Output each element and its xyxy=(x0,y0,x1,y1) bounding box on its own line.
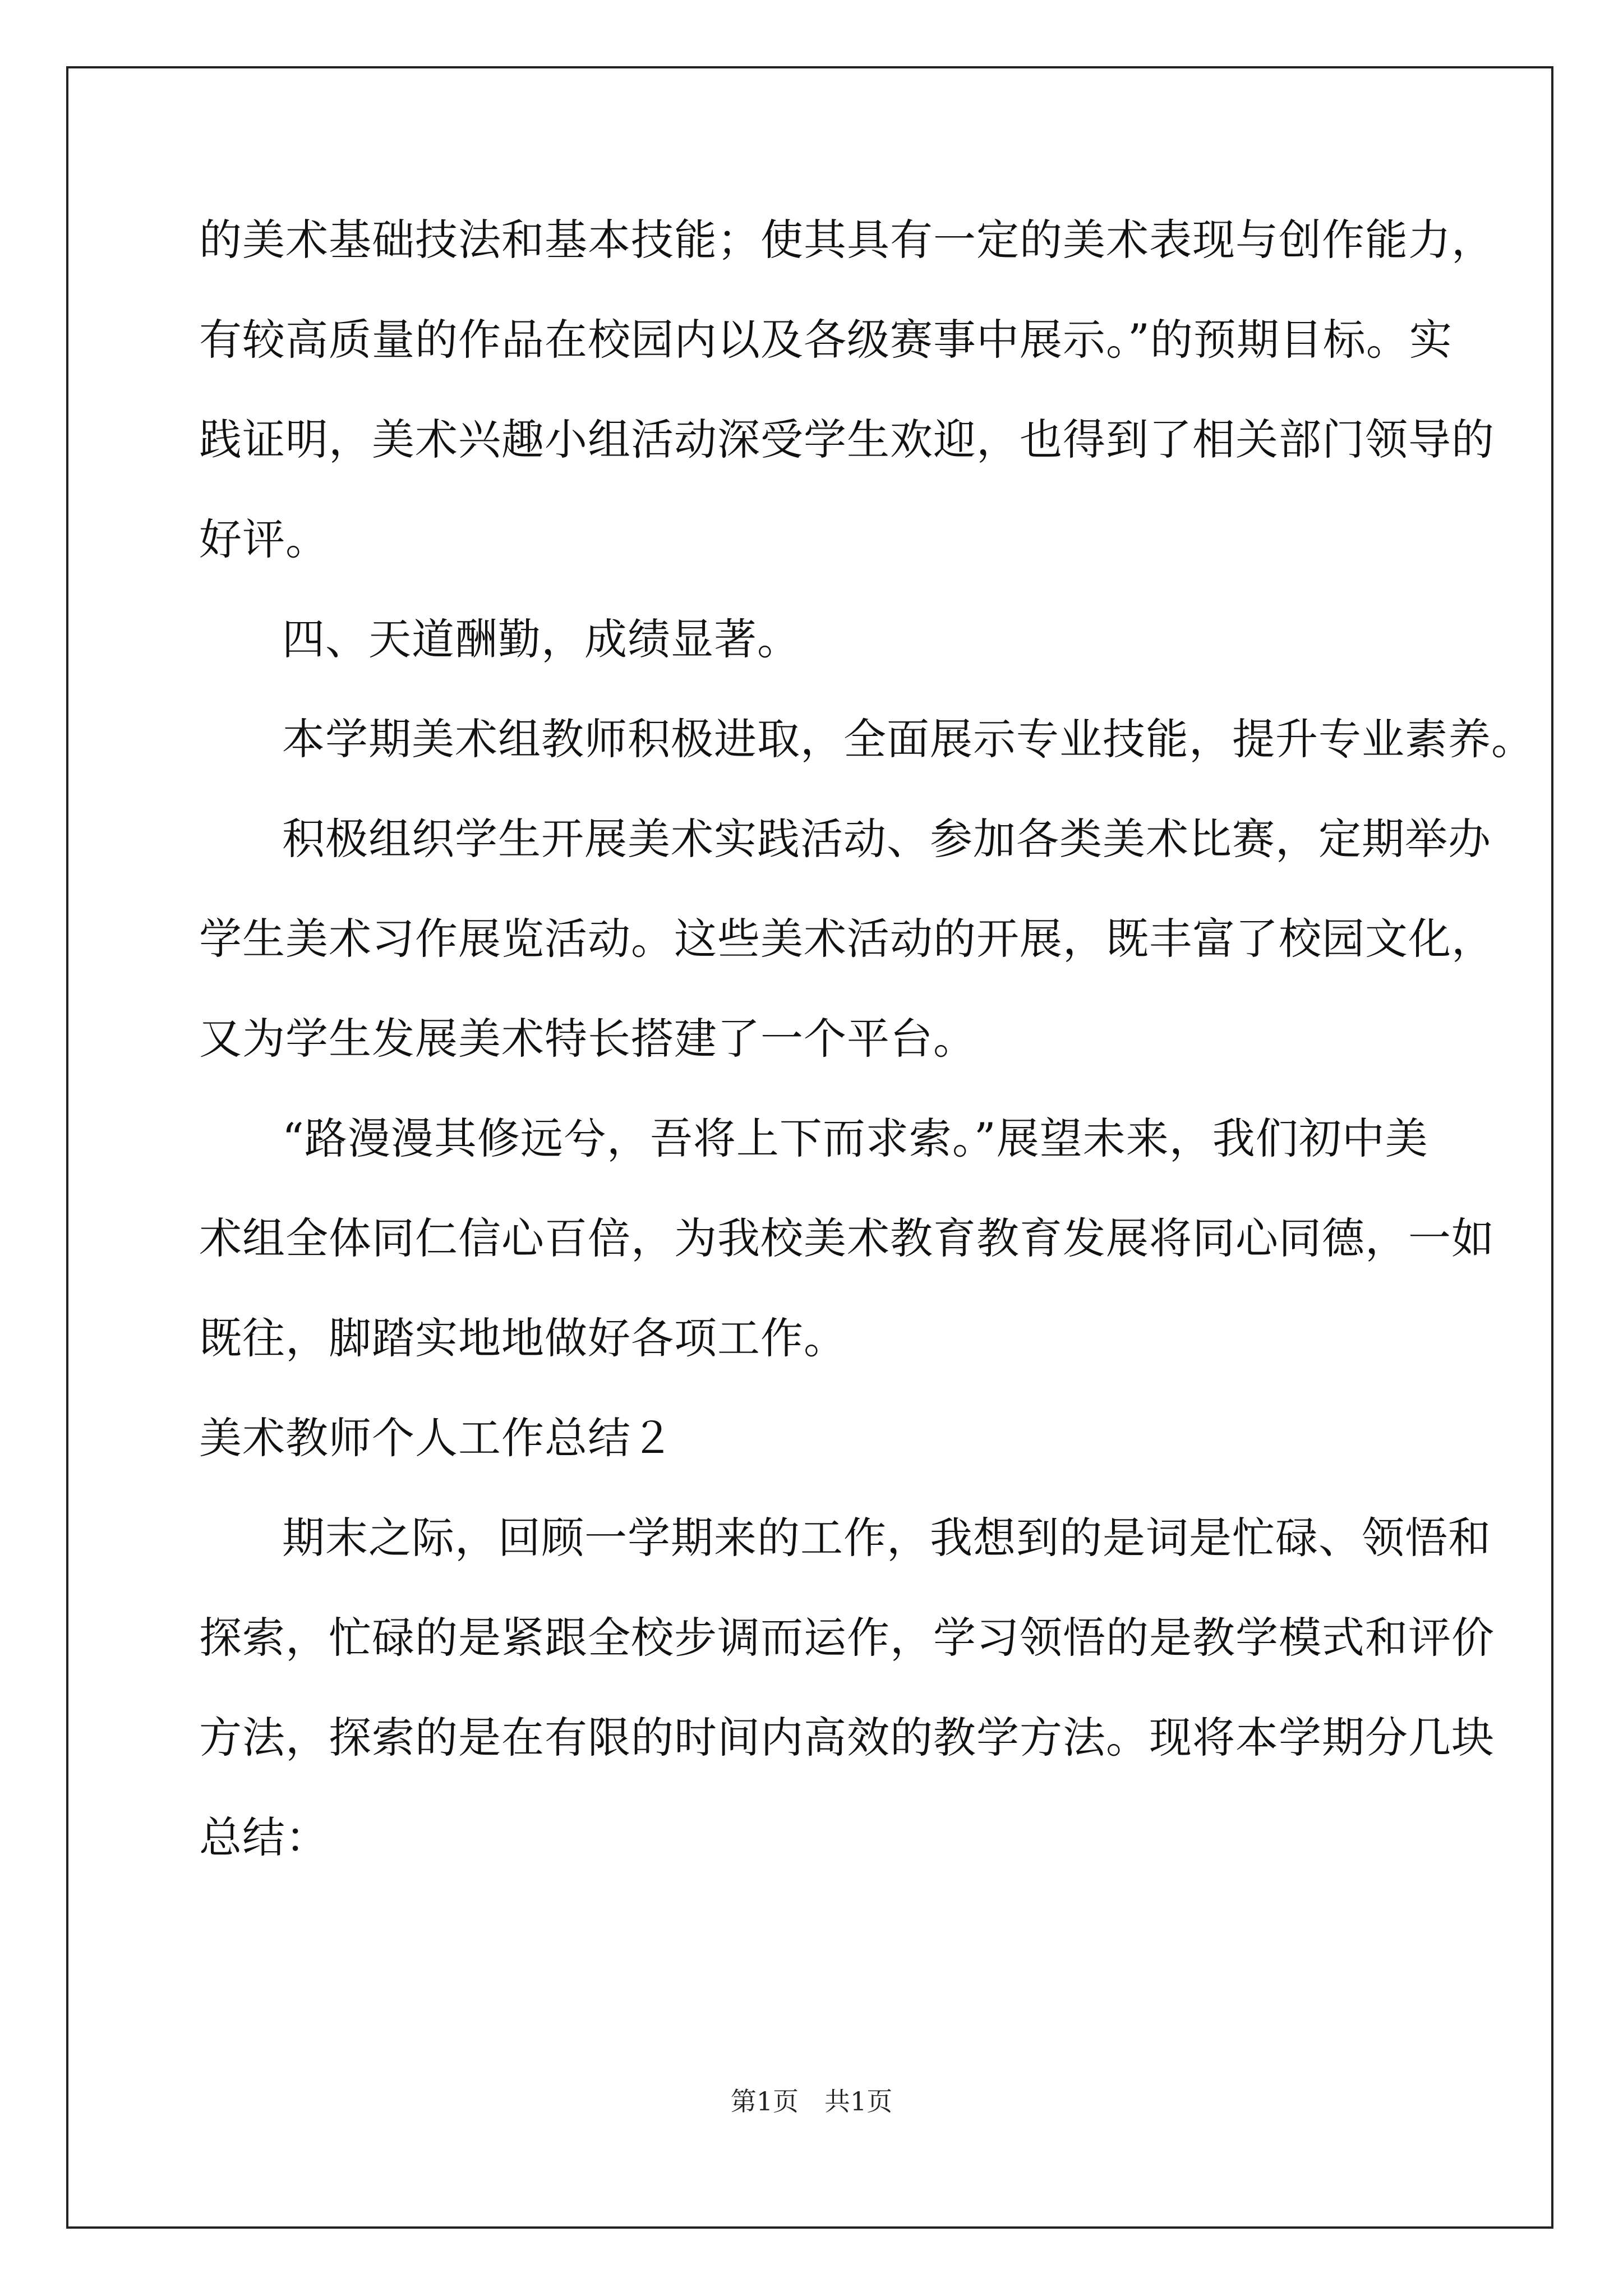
section-heading: 四、天道酬勤，成绩显著。 xyxy=(282,614,800,664)
paragraph-line: 的美术基础技法和基本技能；使其具有一定的美术表现与创作能力， xyxy=(199,215,1495,265)
paragraph-line: 总结： xyxy=(199,1812,329,1862)
page-footer: 第1页 共1页 xyxy=(730,2086,893,2116)
paragraph-line: “路漫漫其修远兮，吾将上下而求索。”展望未来，我们初中美 xyxy=(282,1114,1428,1163)
paragraph-line: 践证明，美术兴趣小组活动深受学生欢迎，也得到了相关部门领导的 xyxy=(199,415,1495,464)
paragraph-line: 探索，忙碌的是紧跟全校步调而运作，学习领悟的是教学模式和评价 xyxy=(199,1613,1495,1663)
paragraph-line: 好评。 xyxy=(199,514,329,564)
paragraph-line: 本学期美术组教师积极进取，全面展示专业技能，提升专业素养。 xyxy=(282,714,1534,764)
paragraph-line: 既往，脚踏实地地做好各项工作。 xyxy=(199,1313,847,1363)
paragraph-line: 术组全体同仁信心百倍，为我校美术教育教育发展将同心同德，一如 xyxy=(199,1213,1495,1263)
paragraph-line: 有较高质量的作品在校园内以及各级赛事中展示。”的预期目标。实 xyxy=(199,315,1453,365)
paragraph-line: 学生美术习作展览活动。这些美术活动的开展，既丰富了校园文化， xyxy=(199,914,1495,964)
paragraph-line: 积极组织学生开展美术实践活动、参加各类美术比赛，定期举办 xyxy=(282,814,1491,864)
document-title: 美术教师个人工作总结２ xyxy=(199,1413,674,1463)
paragraph-line: 期末之际，回顾一学期来的工作，我想到的是词是忙碌、领悟和 xyxy=(282,1513,1491,1563)
paragraph-line: 方法，探索的是在有限的时间内高效的教学方法。现将本学期分几块 xyxy=(199,1713,1495,1763)
paragraph-line: 又为学生发展美术特长搭建了一个平台。 xyxy=(199,1014,976,1064)
